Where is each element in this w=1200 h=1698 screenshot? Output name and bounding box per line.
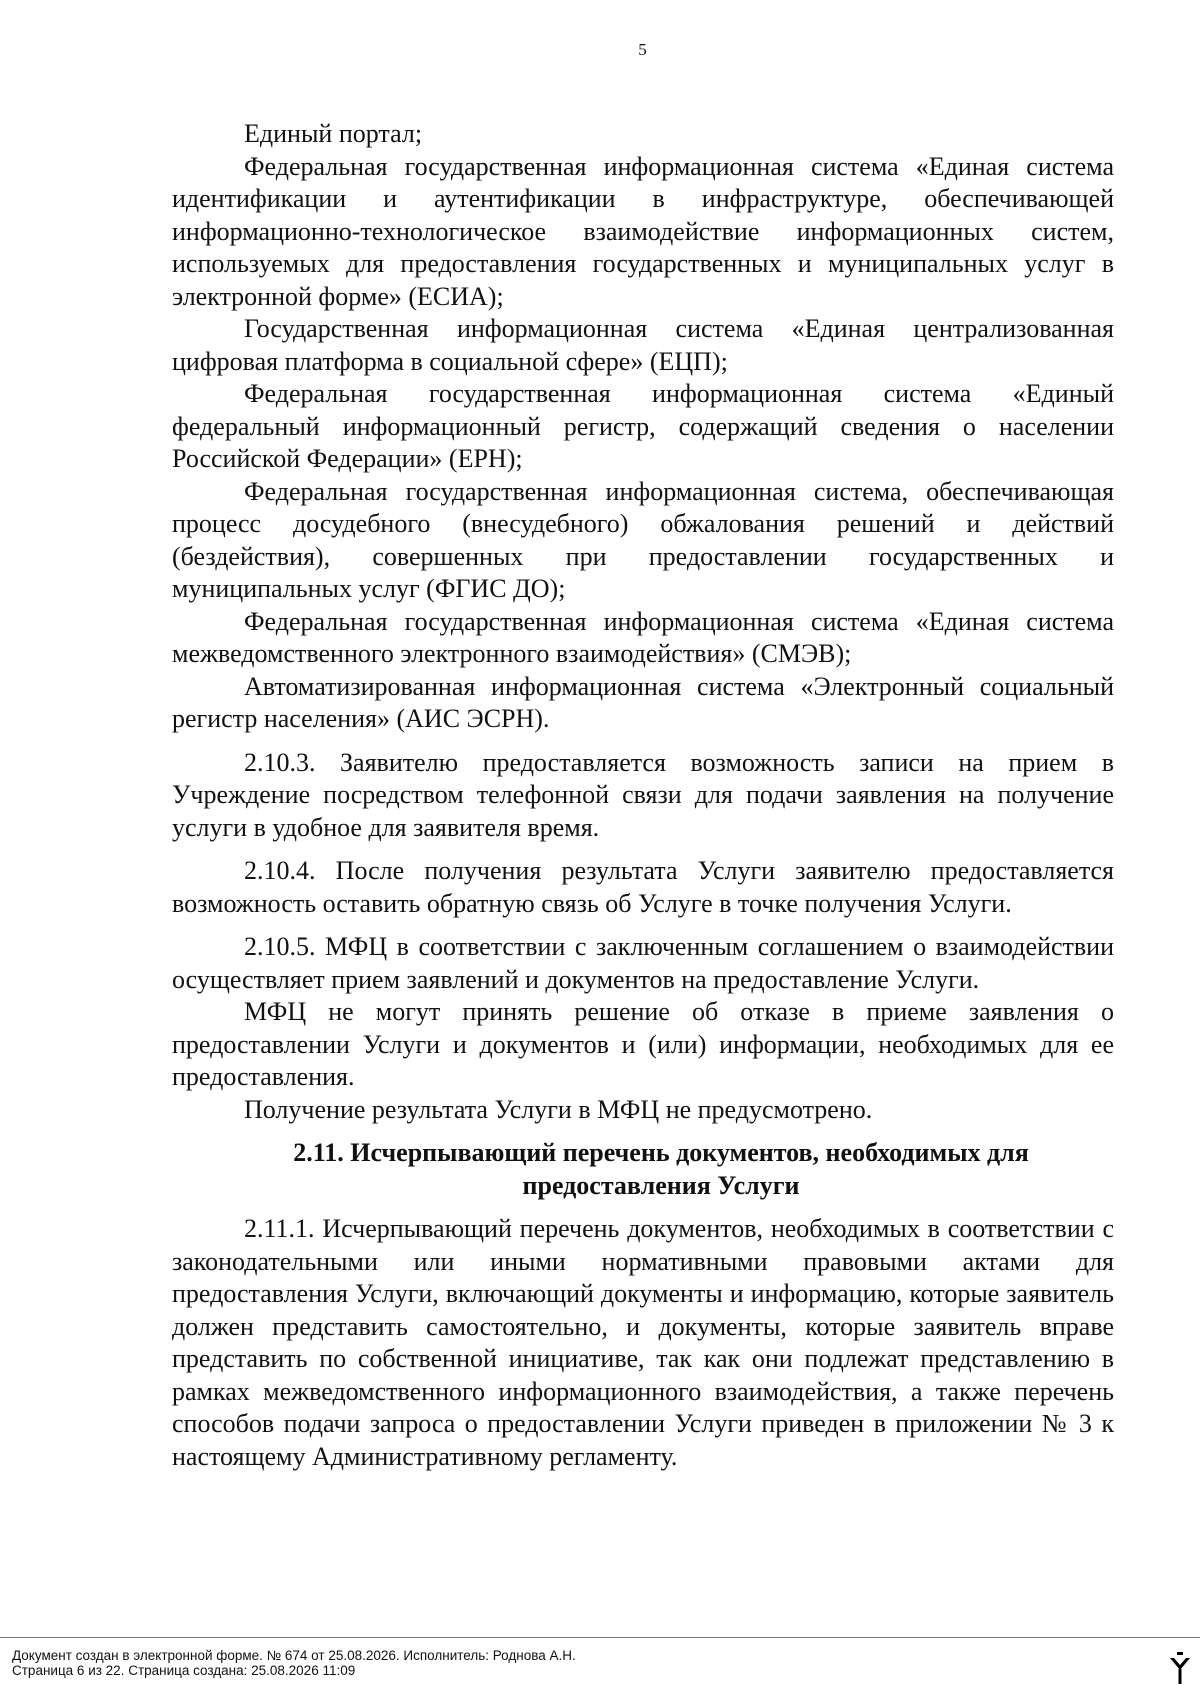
footer-line-2: Страница 6 из 22. Страница создана: 25.08.2026 11:09: [12, 1663, 356, 1678]
paragraph: Единый портал;: [244, 119, 423, 148]
section-heading-line2: предоставления Услуги: [522, 1170, 800, 1200]
paragraph-list: [172, 118, 1114, 1126]
paragraph: 2.10.4. После получения результата Услуги заявителю предоставляется возможность оставить обратную связь об Услуге в точке получения Услуги.: [172, 856, 1114, 918]
section-heading-line1: 2.11. Исчерпывающий перечень документов, необходимых для: [293, 1138, 1029, 1167]
paragraph: Федеральная государственная информационная система, обеспечивающая процесс досудебного (внесудебного) обжалования решений и действий (бездействия), совершенных при предоставлении государственных и муниципальных услуг (ФГИС ДО);: [172, 476, 1114, 603]
document-body: [172, 118, 1114, 1473]
coat-of-arms-icon: [1168, 1650, 1192, 1686]
paragraph: МФЦ не могут принять решение об отказе в приеме заявления о предоставлении Услуги и документов и (или) информации, необходимых для ее предоставления.: [172, 997, 1114, 1091]
paragraph: Федеральная государственная информационная система «Единая система межведомственного электронного взаимодействия» (СМЭВ);: [172, 606, 1114, 668]
paragraph: Федеральная государственная информационная система «Единый федеральный информационный регистр, содержащий сведения о населении Российской Федерации» (ЕРН);: [172, 379, 1114, 473]
document-footer: [12, 1648, 576, 1678]
paragraph: Получение результата Услуги в МФЦ не предусмотрено.: [244, 1094, 873, 1124]
page-number: 5: [638, 40, 647, 59]
paragraph: 2.10.3. Заявителю предоставляется возможность записи на прием в Учреждение посредством телефонной связи для подачи заявления на получение услуги в удобное для заявителя время.: [172, 747, 1114, 842]
footer-line-1: Документ создан в электронной форме. № 674 от 25.08.2026. Исполнитель: Роднова А.Н.: [12, 1648, 576, 1663]
paragraph: 2.10.5. МФЦ в соответствии с заключенным соглашением о взаимодействии осуществляет прием заявлений и документов на предоставление Услуги.: [172, 932, 1114, 994]
section-heading: [172, 1137, 1114, 1202]
footer-divider: [0, 1637, 1200, 1638]
paragraph-2-11-1: 2.11.1. Исчерпывающий перечень документов, необходимых в соответствии с законодательными или иными нормативными правовыми актами для предоставления Услуги, включающий документы и информацию, которые заявитель должен представить самостоятельно, и документы, которые заявитель вправе представить по собственной инициативе, так как они подлежат представлению в рамках межведомственного информационного взаимодействия, а также перечень способов подачи запроса о предоставлении Услуги приведен в приложении № 3 к настоящему Административному регламенту.: [172, 1214, 1114, 1471]
paragraph: Автоматизированная информационная система «Электронный социальный регистр населения» (АИС ЭСРН).: [172, 671, 1114, 733]
paragraph: Государственная информационная система «Единая централизованная цифровая платформа в социальной сфере» (ЕЦП);: [172, 314, 1114, 376]
paragraph: Федеральная государственная информационная система «Единая система идентификации и аутентификации в инфраструктуре, обеспечивающей информационно-технологическое взаимодействие информационных систем, используемых для предоставления государственных и муниципальных услуг в электронной форме» (ЕСИА);: [172, 151, 1114, 311]
